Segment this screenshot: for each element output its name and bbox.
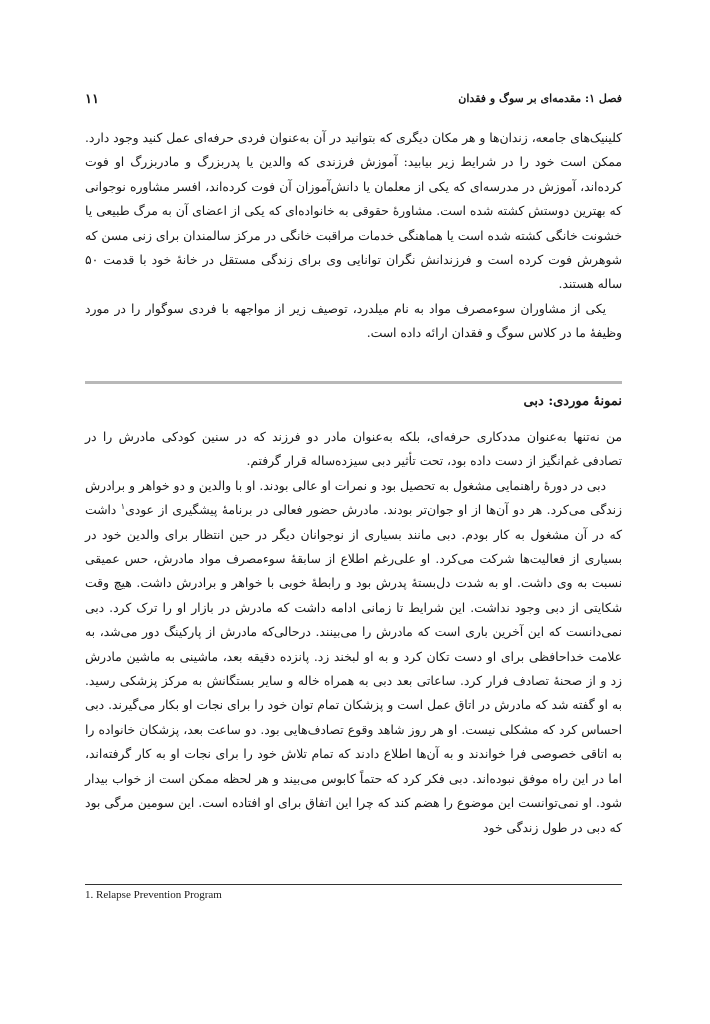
intro-paragraph: یکی از مشاوران سوءمصرف مواد به نام میلدرد، توصیف زیر از مواجهه با فردی سوگوار را در مورد وظیفهٔ ما در کلاس سوگ و فقدان ارائه داده است. — [85, 301, 622, 341]
intro-paragraph: کلینیک‌های جامعه، زندان‌ها و هر مکان دیگری که بتوانید در آن به‌عنوان فردی حرفه‌ای عمل کنید وجود دارد. ممکن است خود را در شرایط زیر بیابید: آموزش فرزندی که والدین یا پدربزرگ و مادربزرگ او فوت کرده‌اند، آموزش در مدرسه‌ای که یکی از معلمان یا دانش‌آموزان آن فوت کرده‌اند، افسر مشاوره نوجوانی که بهترین دوستش کشته شده است. مشاورهٔ حقوقی به خانواده‌ای که یکی از اعضای آن به مرگ طبیعی یا خشونت خانگی کشته شده است یا هماهنگی خدمات مراقبت خانگی در مرکز سالمندان برای زنی مسن که شوهرش فوت کرده است و فرزندانش نگران توانایی وی برای زندگی مستقل در خانهٔ خود با قدمت ۵۰ ساله هستند. — [85, 131, 622, 292]
footnote-separator — [85, 884, 622, 885]
case-study-title: نمونهٔ موردی: دبی — [523, 394, 622, 409]
page-number: ۱۱ — [85, 92, 99, 107]
footnote-marker: ۱ — [120, 502, 126, 512]
case-study-body — [85, 425, 622, 840]
case-paragraph — [85, 474, 622, 840]
case-paragraph: من نه‌تنها به‌عنوان مددکاری حرفه‌ای، بلکه به‌عنوان مادر دو فرزند که در سنین کودکی مادرش را در تصادفی غم‌انگیز از دست داده بود، تحت تأثیر دبی سیزده‌ساله قرار گرفتم. — [85, 430, 622, 469]
case-paragraph-text: دبی در دورهٔ راهنمایی مشغول به تحصیل بود و نمرات او عالی بودند. او با والدین و دو خواهر و برادرش زندگی می‌کرد. هر دو آن‌ها از او جوان‌تر بودند. مادرش حضور فعالی در برنامهٔ پیشگیری از عودی — [85, 478, 622, 518]
section-divider — [85, 381, 622, 384]
footnote: 1. Relapse Prevention Program — [85, 889, 222, 901]
chapter-title: فصل ۱: مقدمه‌ای بر سوگ و فقدان — [458, 92, 622, 105]
case-paragraph-text: داشت که در آن مشغول به کار بودم. دبی مانند بسیاری از نوجوانان دیگر در حین انتظار برای والدین خود در بسیاری از فعالیت‌ها شرکت می‌کرد. او علی‌رغم اطلاع از سابقهٔ سوءمصرف مواد مادرش، حس عمیقی نسبت به وی داشت. او به شدت دل‌بستهٔ پدرش بود و رابطهٔ خوبی با خواهر و برادرش داشت. هیچ وقت شکایتی از دبی وجود نداشت. این شرایط تا زمانی ادامه داشت که مادرش در بازار او را ترک کرد. دبی نمی‌دانست که این آخرین باری است که مادرش را می‌بینند. درحالی‌که مادرش از پارکینگ دور می‌شد، به علامت خداحافظی برای او دست تکان کرد و به او لبخند زد. پانزده دقیقه بعد، ماشینی به ماشین مادرش زد و از صحنهٔ تصادف فرار کرد. ساعاتی بعد دبی به همراه خاله و سایر بستگانش به مرکز پزشکی رسید. به او گفته شد که مادرش در اتاق عمل است و پزشکان تمام توان خود را برای نجات او بکار می‌گیرند. دبی احساس کرد که مشکلی نیست. او هر روز شاهد وقوع تصادف‌هایی بود. دو ساعت بعد، پزشکان خانواده را به اتاقی خصوصی فرا خواندند و به آن‌ها اطلاع دادند که تمام تلاش خود را برای نجات او به کار گرفته‌اند، اما در این راه موفق نبوده‌اند. دبی فکر کرد که حتماً کابوس می‌بیند و هر لحظه ممکن است از خواب بیدار شود. او نمی‌توانست این موضوع را هضم کند که چرا این اتفاق برای او افتاده است. این سومین مرگی بود که دبی در طول زندگی خود — [85, 503, 622, 835]
intro-section — [85, 126, 622, 346]
running-header — [85, 92, 622, 112]
